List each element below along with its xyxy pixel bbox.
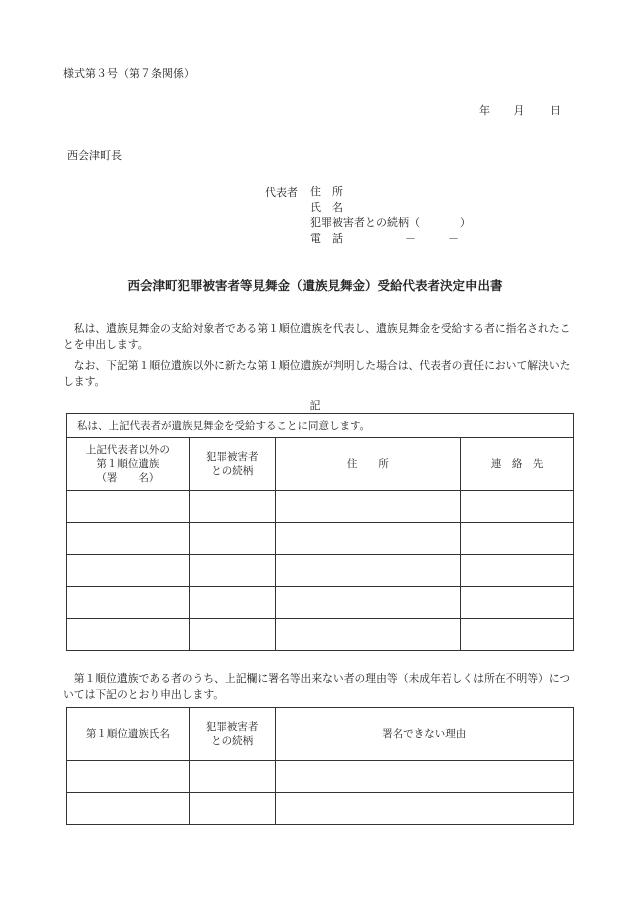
representative-label: 代表者 (265, 186, 298, 199)
addressee: 西会津町長 (67, 149, 122, 162)
date-month-label: 月 (513, 104, 525, 117)
paragraph-application-text: 私は、遺族見舞金の支給対象者である第１順位遺族を代表し、遺族見舞金を受給する者に指名されたことを申出します。 (63, 322, 571, 351)
table-row (67, 523, 574, 555)
ki-marker: 記 (309, 399, 321, 412)
header-contact: 連 絡 先 (461, 438, 574, 491)
unable-to-sign-table (66, 707, 574, 825)
cell-relation[interactable] (189, 491, 275, 523)
cell-reason[interactable] (275, 793, 573, 825)
header-relation (189, 708, 275, 761)
header-address: 住 所 (275, 438, 461, 491)
header-line: との続柄 (211, 465, 254, 477)
header-other-survivors (67, 438, 190, 491)
header-line: 第１順位遺族 (96, 458, 160, 470)
representative-relation-row (310, 215, 471, 231)
cell-address[interactable] (275, 523, 461, 555)
table-row (67, 619, 574, 651)
cell-signature[interactable] (67, 491, 190, 523)
cell-address[interactable] (275, 619, 461, 651)
header-line: 犯罪被害者 (205, 451, 259, 463)
date-field (479, 102, 561, 118)
date-year-label: 年 (479, 104, 490, 117)
table-row (67, 587, 574, 619)
cell-relation[interactable] (189, 523, 275, 555)
representative-name-label: 氏 名 (310, 200, 343, 214)
table-row (67, 555, 574, 587)
cell-signature[interactable] (67, 555, 190, 587)
cell-survivor-name[interactable] (67, 793, 190, 825)
cell-address[interactable] (275, 587, 461, 619)
paragraph-application (63, 321, 577, 353)
document-title: 西会津町犯罪被害者等見舞金（遺族見舞金）受給代表者決定申出書 (127, 278, 503, 293)
consent-table (66, 413, 574, 651)
header-survivor-name: 第１順位遺族氏名 (67, 708, 190, 761)
phone-separator: － (448, 231, 459, 245)
representative-phone-label: 電 話 (310, 231, 343, 245)
form-number: 様式第３号（第７条関係） (63, 67, 195, 80)
paragraph-unable-to-sign (63, 671, 577, 703)
cell-contact[interactable] (461, 587, 574, 619)
cell-relation[interactable] (189, 619, 275, 651)
cell-contact[interactable] (461, 491, 574, 523)
date-day-label: 日 (550, 104, 561, 117)
cell-signature[interactable] (67, 587, 190, 619)
consent-statement: 私は、上記代表者が遺族見舞金を受給することに同意します。 (67, 414, 574, 438)
paragraph-responsibility-text: なお、下記第１順位遺族以外に新たな第１順位遺族が判明した場合は、代表者の責任において解決いたします。 (63, 359, 571, 388)
cell-signature[interactable] (67, 619, 190, 651)
representative-phone-row (310, 231, 471, 247)
paragraph-unable-to-sign-text: 第１順位遺族である者のうち、上記欄に署名等出来ない者の理由等（未成年若しくは所在不明等）については下記のとおり申出します。 (63, 672, 571, 701)
representative-fields (310, 184, 471, 246)
cell-signature[interactable] (67, 523, 190, 555)
cell-relation[interactable] (189, 761, 275, 793)
representative-relation-close: ） (460, 216, 471, 229)
cell-contact[interactable] (461, 555, 574, 587)
cell-address[interactable] (275, 555, 461, 587)
cell-contact[interactable] (461, 523, 574, 555)
cell-address[interactable] (275, 491, 461, 523)
header-line: 犯罪被害者 (205, 721, 259, 733)
cell-contact[interactable] (461, 619, 574, 651)
table-row (67, 761, 574, 793)
representative-relation-label: 犯罪被害者との続柄（ (310, 216, 420, 229)
cell-relation[interactable] (189, 587, 275, 619)
table-row (67, 793, 574, 825)
header-line: 上記代表者以外の (85, 444, 170, 456)
header-line: との続柄 (211, 735, 254, 747)
cell-survivor-name[interactable] (67, 761, 190, 793)
header-reason: 署名できない理由 (275, 708, 573, 761)
representative-address-label: 住 所 (310, 185, 343, 198)
header-relation (189, 438, 275, 491)
cell-reason[interactable] (275, 761, 573, 793)
table-row (67, 491, 574, 523)
cell-relation[interactable] (189, 793, 275, 825)
cell-relation[interactable] (189, 555, 275, 587)
header-line: （署 名） (96, 472, 160, 484)
paragraph-responsibility (63, 358, 577, 390)
phone-separator: － (405, 231, 416, 245)
